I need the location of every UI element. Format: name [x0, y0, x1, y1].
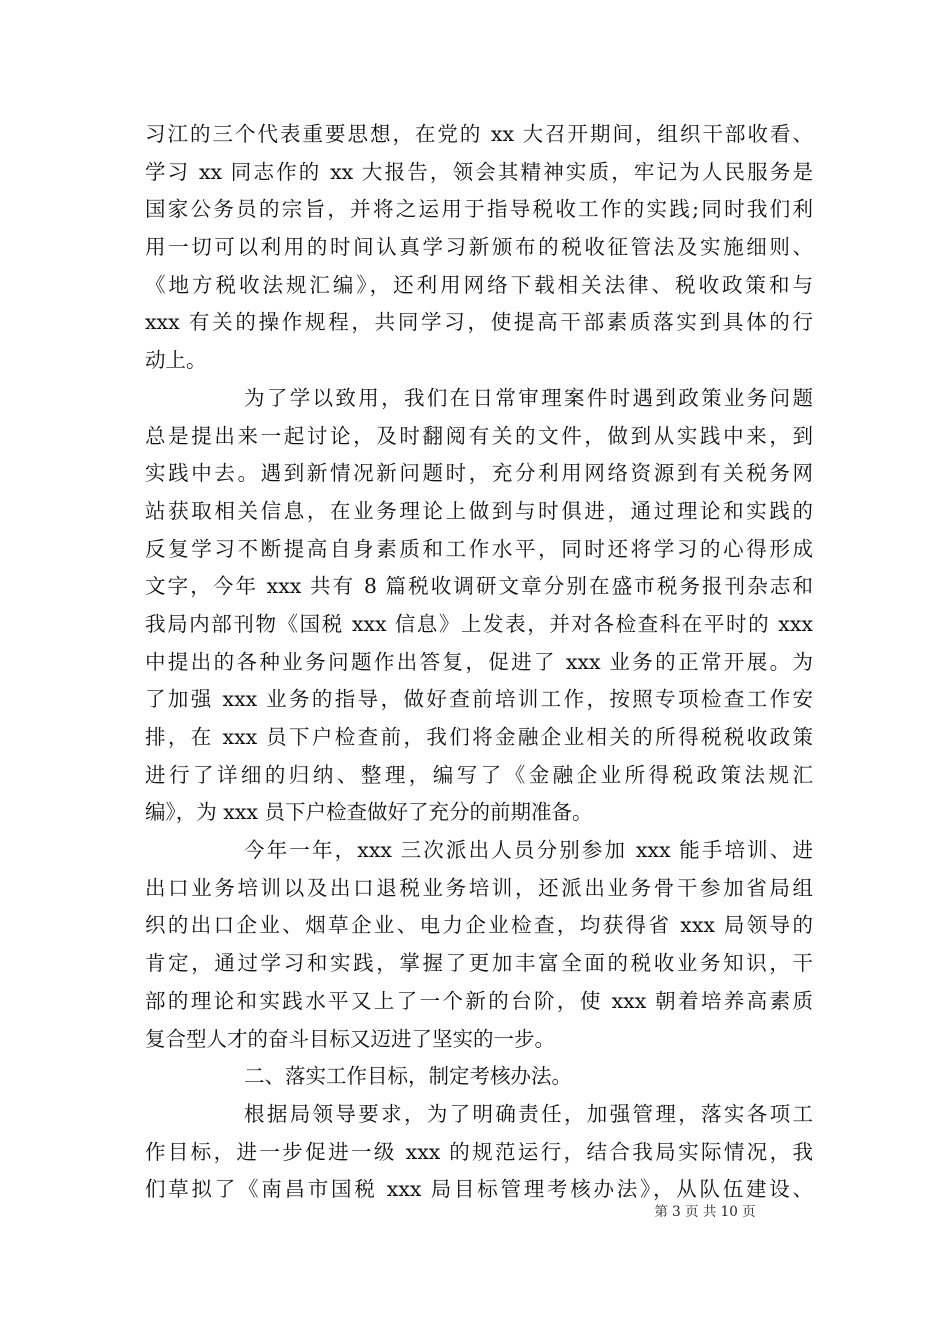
paragraph-first-line: 根据局领导要求，为了明确责任，加强管理，落实各项工: [244, 1101, 813, 1126]
text-line: 部的理论和实践水平又上了一个新的台阶，使 xxx 朝着培养高素质: [145, 988, 813, 1013]
text-line: 进行了详细的归纳、整理，编写了《金融企业所得税政策法规汇: [145, 762, 813, 787]
text-line: 排，在 xxx 员下户检查前，我们将金融企业相关的所得税税收政策: [145, 725, 813, 749]
text-line: 《地方税收法规汇编》，还利用网络下载相关法律、税收政策和与: [145, 272, 813, 297]
paragraph-first-line: 今年一年，xxx 三次派出人员分别参加 xxx 能手培训、进: [244, 838, 813, 863]
text-line: 用一切可以利用的时间认真学习新颁布的税收征管法及实施细则、: [145, 235, 813, 260]
document-body: [145, 116, 813, 1209]
text-line: 编》，为 xxx 员下户检查做好了充分的前期准备。: [145, 800, 593, 825]
text-line: 文字，今年 xxx 共有 8 篇税收调研文章分别在盛市税务报刊杂志和: [145, 574, 813, 599]
text-line: 实践中去。遇到新情况新问题时，充分利用网络资源到有关税务网: [145, 461, 813, 486]
text-line: 中提出的各种业务问题作出答复，促进了 xxx 业务的正常开展。为: [145, 649, 813, 674]
page-footer: [0, 1200, 950, 1220]
text-line: 复合型人才的奋斗目标又迈进了坚实的一步。: [145, 1026, 555, 1051]
text-line: 们草拟了《南昌市国税 xxx 局目标管理考核办法》，从队伍建设、: [145, 1177, 813, 1202]
text-line: 我局内部刊物《国税 xxx 信息》上发表，并对各检查科在平时的 xxx: [145, 611, 813, 636]
text-line: 习江的三个代表重要思想，在党的 xx 大召开期间，组织干部收看、: [145, 122, 813, 146]
section-heading: 二、落实工作目标，制定考核办法。: [244, 1064, 572, 1089]
text-line: 动上。: [145, 348, 207, 373]
text-line: xxx 有关的操作规程，共同学习，使提高干部素质落实到具体的行: [145, 310, 813, 335]
text-line: 了加强 xxx 业务的指导，做好查前培训工作，按照专项检查工作安: [145, 687, 813, 712]
text-line: 反复学习不断提高自身素质和工作水平，同时还将学习的心得形成: [145, 536, 813, 561]
text-line: 学习 xx 同志作的 xx 大报告，领会其精神实质，牢记为人民服务是: [145, 159, 813, 184]
page-number: 第 3 页 共 10 页: [654, 1204, 756, 1220]
text-line: 站获取相关信息，在业务理论上做到与时俱进，通过理论和实践的: [145, 498, 813, 523]
paragraph-first-line: 为了学以致用，我们在日常审理案件时遇到政策业务问题: [244, 385, 813, 410]
text-line: 织的出口企业、烟草企业、电力企业检查，均获得省 xxx 局领导的: [145, 913, 813, 938]
text-line: 作目标，进一步促进一级 xxx 的规范运行，结合我局实际情况，我: [145, 1139, 813, 1164]
text-line: 肯定，通过学习和实践，掌握了更加丰富全面的税收业务知识，干: [145, 951, 813, 976]
text-line: 出口业务培训以及出口退税业务培训，还派出业务骨干参加省局组: [145, 875, 813, 900]
text-line: 国家公务员的宗旨，并将之运用于指导税收工作的实践;同时我们利: [145, 197, 813, 222]
text-line: 总是提出来一起讨论，及时翻阅有关的文件，做到从实践中来，到: [145, 423, 813, 448]
